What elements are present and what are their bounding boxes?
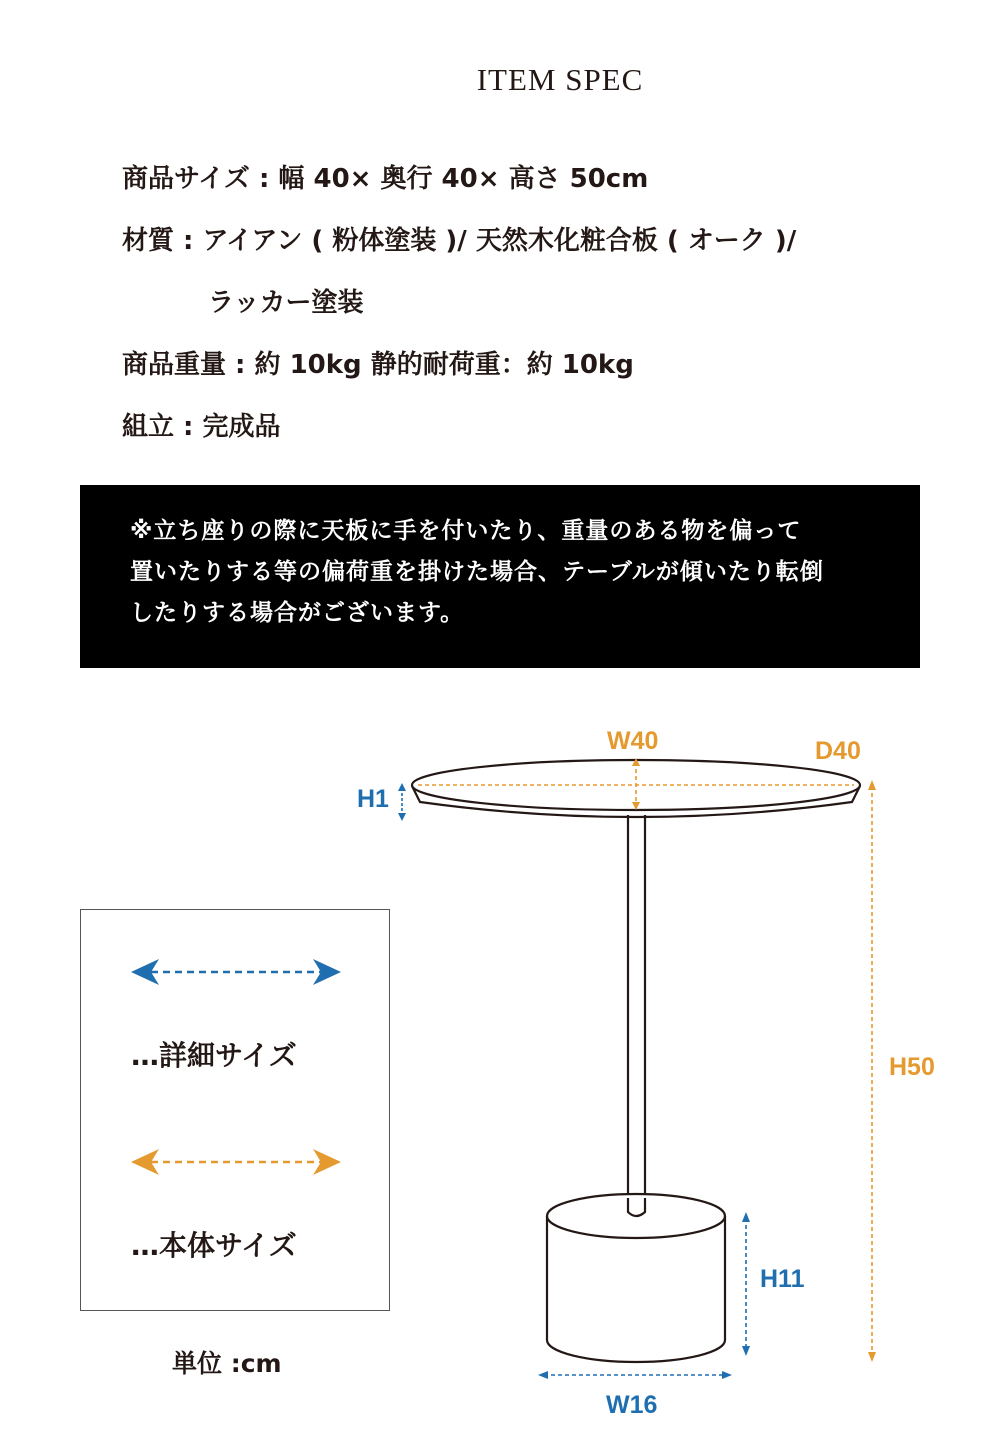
table-base <box>547 1194 725 1362</box>
spec-size-value: 幅 40× 奥行 40× 高さ 50cm <box>278 164 649 194</box>
spec-material-label: 材質 : <box>122 226 203 256</box>
spec-assembly-label: 組立 : <box>122 412 203 442</box>
spec-assembly-value: 完成品 <box>202 412 281 442</box>
h50-label: H50 <box>889 1053 935 1081</box>
h1-dimension <box>398 783 406 821</box>
w16-dimension <box>538 1371 732 1379</box>
page-title: ITEM SPEC <box>476 62 644 97</box>
h11-label: H11 <box>760 1265 805 1293</box>
legend-detail-label: …詳細サイズ <box>131 1039 297 1072</box>
w40-label: W40 <box>607 727 659 755</box>
notice-line: したりする場合がございます。 <box>130 600 465 626</box>
h1-label: H1 <box>357 785 389 813</box>
notice-line: ※立ち座りの際に天板に手を付いたり、重量のある物を偏って <box>130 518 802 544</box>
notice-line: 置いたりする等の偏荷重を掛けた場合、テーブルが傾いたり転倒 <box>130 559 824 585</box>
spec-material-value: アイアン ( 粉体塗装 )/ 天然木化粧合板 ( オーク )/ <box>202 226 797 256</box>
legend-body-label: …本体サイズ <box>131 1229 297 1262</box>
spec-material-cont-value: ラッカー塗装 <box>208 288 364 318</box>
w16-label: W16 <box>606 1391 658 1419</box>
h11-dimension <box>742 1212 750 1356</box>
spec-size-label: 商品サイズ : <box>122 164 279 194</box>
unit-label: 単位 :cm <box>172 1349 282 1378</box>
d40-label: D40 <box>815 737 861 765</box>
table-stem <box>628 815 645 1216</box>
spec-weight-label: 商品重量 : <box>122 350 255 380</box>
h50-dimension <box>868 780 876 1362</box>
spec-weight-value: 約 10kg 静的耐荷重：約 10kg <box>254 350 634 380</box>
